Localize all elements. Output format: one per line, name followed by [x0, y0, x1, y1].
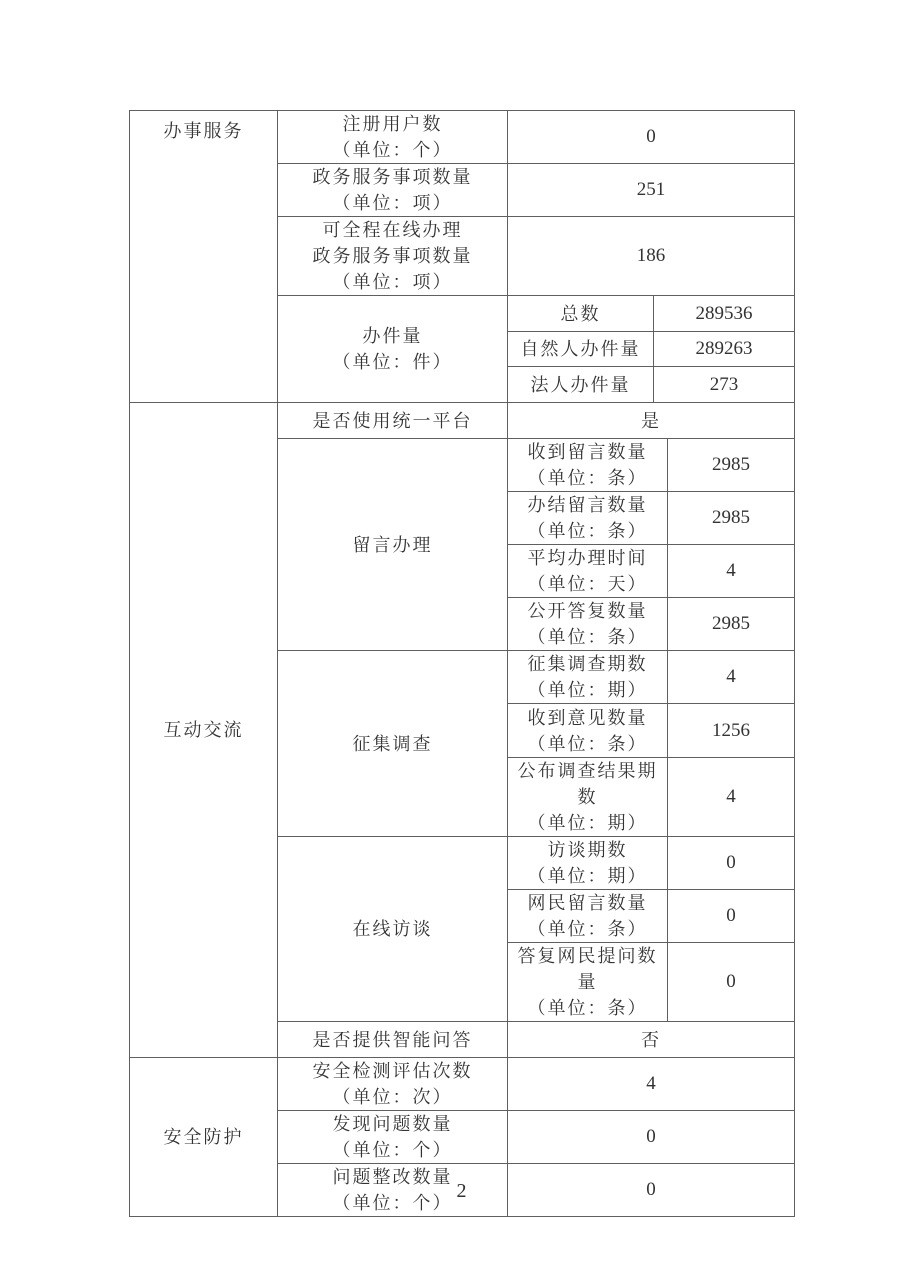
value-cell: 0 — [508, 111, 795, 164]
metric-label: 办结留言数量 — [527, 495, 648, 515]
metric-label: 安全检测评估次数 — [312, 1061, 473, 1081]
group-label-cell: 留言办理 — [278, 439, 508, 651]
metric-unit: （单位：个） — [332, 1140, 453, 1160]
sub-metric-label-cell: 自然人办件量 — [508, 332, 654, 367]
section-title: 办事服务 — [163, 121, 244, 141]
metric-label: 访谈期数 — [547, 840, 628, 860]
value-cell: 4 — [668, 651, 795, 704]
value-cell: 否 — [508, 1022, 795, 1058]
metric-label: 公开答复数量 — [527, 601, 648, 621]
metric-unit: （单位：个） — [332, 1193, 453, 1213]
metric-unit: （单位：次） — [332, 1087, 453, 1107]
value-cell: 251 — [508, 164, 795, 217]
value-cell: 273 — [654, 367, 795, 403]
value-cell: 1256 — [668, 704, 795, 758]
metric-unit: （单位：条） — [527, 733, 648, 754]
metric-label: 征集调查期数 — [527, 654, 648, 674]
value-cell: 0 — [668, 890, 795, 943]
metric-label: 答复网民提问数量 — [517, 946, 658, 992]
sub-metric-label-cell: 法人办件量 — [508, 367, 654, 403]
value-cell: 2985 — [668, 598, 795, 651]
section-title: 安全防护 — [163, 1127, 244, 1147]
metric-label: 注册用户数 — [342, 114, 443, 134]
sub-metric-label-cell: 总数 — [508, 296, 654, 332]
page-number: 2 — [456, 1180, 467, 1202]
report-table — [129, 110, 797, 1217]
metric-label: 收到留言数量 — [527, 442, 648, 462]
group-label-cell: 征集调查 — [278, 651, 508, 837]
table-section-service — [129, 110, 795, 403]
metric-label-cell: 是否使用统一平台 — [278, 403, 508, 439]
value-cell: 0 — [508, 1164, 795, 1217]
metric-label-cell — [278, 1058, 508, 1111]
metric-unit: （单位：天） — [527, 574, 648, 594]
value-cell: 186 — [508, 217, 795, 296]
group-unit: （单位：件） — [332, 352, 453, 372]
metric-unit: （单位：期） — [527, 813, 648, 833]
value-cell: 4 — [668, 758, 795, 837]
metric-unit: （单位：条） — [527, 521, 648, 541]
metric-label: 政务服务事项数量 — [312, 167, 473, 187]
section-title: 互动交流 — [163, 720, 244, 740]
value-cell: 0 — [668, 837, 795, 890]
metric-unit: （单位：条） — [527, 627, 648, 647]
value-cell: 2985 — [668, 492, 795, 545]
sub-metric-label-cell — [508, 943, 668, 1022]
metric-unit: （单位：期） — [527, 680, 648, 700]
metric-label: 网民留言数量 — [527, 893, 648, 913]
metric-unit: （单位：个） — [332, 140, 453, 160]
metric-unit: （单位：条） — [527, 919, 648, 939]
metric-label: 公布调查结果期数 — [517, 761, 658, 807]
sub-metric-label-cell — [508, 545, 668, 598]
metric-label: 政务服务事项数量 — [312, 246, 473, 266]
metric-label: 平均办理时间 — [527, 548, 648, 568]
metric-label-cell — [278, 164, 508, 217]
group-label-cell — [278, 296, 508, 403]
metric-unit: （单位：期） — [527, 866, 648, 886]
sub-metric-label-cell — [508, 598, 668, 651]
group-label-cell: 在线访谈 — [278, 837, 508, 1022]
value-cell: 0 — [508, 1111, 795, 1164]
metric-label: 收到意见数量 — [527, 707, 648, 728]
metric-label-cell — [278, 217, 508, 296]
metric-label-cell — [278, 111, 508, 164]
sub-metric-label-cell — [508, 704, 668, 758]
sub-metric-label-cell — [508, 492, 668, 545]
value-cell: 2985 — [668, 439, 795, 492]
metric-unit: （单位：条） — [527, 998, 648, 1018]
metric-label: 发现问题数量 — [332, 1114, 453, 1134]
metric-unit: （单位：项） — [332, 193, 453, 213]
section-title-cell — [130, 111, 278, 403]
metric-label: 问题整改数量 — [332, 1167, 453, 1187]
value-cell: 0 — [668, 943, 795, 1022]
section-title-cell — [130, 403, 278, 1058]
group-label: 办件量 — [362, 326, 423, 346]
metric-label-cell: 是否提供智能问答 — [278, 1022, 508, 1058]
metric-label: 可全程在线办理 — [322, 220, 463, 240]
metric-unit: （单位：项） — [332, 272, 453, 292]
value-cell: 4 — [668, 545, 795, 598]
value-cell: 是 — [508, 403, 795, 439]
metric-unit: （单位：条） — [527, 468, 648, 488]
sub-metric-label-cell — [508, 890, 668, 943]
value-cell: 4 — [508, 1058, 795, 1111]
sub-metric-label-cell — [508, 651, 668, 704]
sub-metric-label-cell — [508, 439, 668, 492]
sub-metric-label-cell — [508, 758, 668, 837]
value-cell: 289536 — [654, 296, 795, 332]
sub-metric-label-cell — [508, 837, 668, 890]
table-section-interaction — [129, 402, 795, 1058]
metric-label-cell — [278, 1111, 508, 1164]
value-cell: 289263 — [654, 332, 795, 367]
